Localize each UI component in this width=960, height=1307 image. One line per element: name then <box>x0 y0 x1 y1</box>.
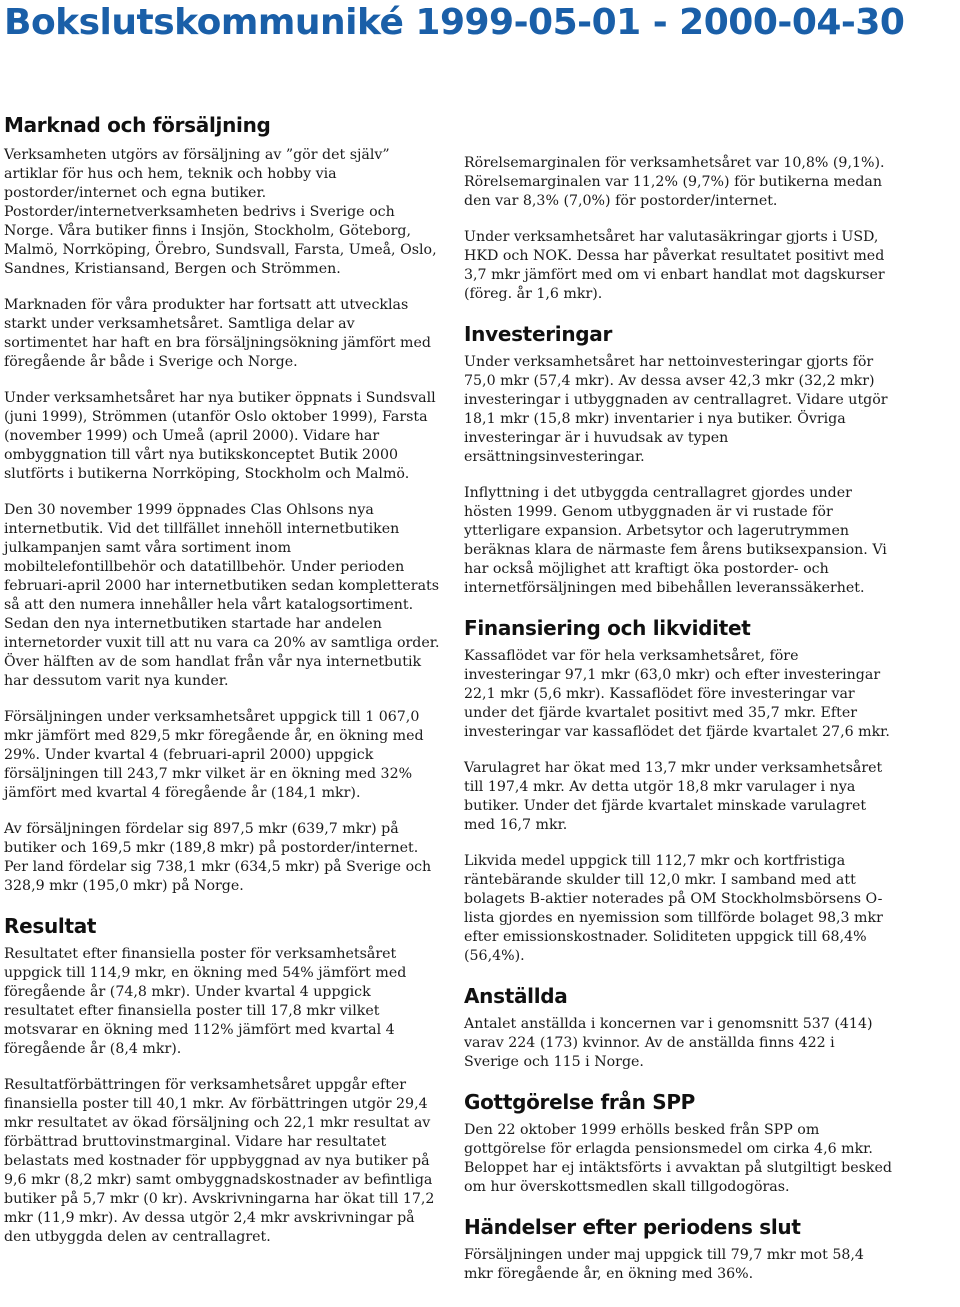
section-heading: Resultat <box>4 914 97 938</box>
section-heading: Finansiering och likviditet <box>464 616 751 640</box>
paragraph: Likvida medel uppgick till 112,7 mkr och kortfristiga räntebärande skulder till 12,0 mkr. I samband med att bolagets B-aktier noterades på OM Stockholmsbörsens O-lista gjordes en nyemission som tillförde bolaget 98,3 mkr efter emissionskostnader. Soliditeten uppgick till 68,4% (56,4%). <box>464 853 883 964</box>
paragraph: Antalet anställda i koncernen var i genomsnitt 537 (414) varav 224 (173) kvinnor. Av de anställda finns 422 i Sverige och 115 i Norge. <box>464 1016 873 1070</box>
paragraph: Verksamheten utgörs av försäljning av ”gör det själv” artiklar för hus och hem, teknik och hobby via postorder/internet och egna butiker. Postorder/internetverksamheten bedrivs i Sverige och Norge. Våra butiker finns i Insjön, Stockholm, Göteborg, Malmö, Norrköping, Örebro, Sundsvall, Farsta, Umeå, Oslo, Sandnes, Kristiansand, Bergen och Strömmen. <box>4 147 437 277</box>
section-heading: Händelser efter periodens slut <box>464 1215 801 1239</box>
left-column <box>4 112 440 1264</box>
section-resultat <box>4 913 440 1247</box>
section-spp <box>464 1089 894 1197</box>
section-heading: Anställda <box>464 984 568 1008</box>
paragraph: Under verksamhetsåret har nya butiker öppnats i Sundsvall (juni 1999), Strömmen (utanför Oslo oktober 1999), Farsta (november 1999) och Umeå (april 2000). Vidare har ombyggnation till vårt nya butikskonceptet Butik 2000 slutförts i butikerna Norrköping, Stockholm och Malmö. <box>4 390 436 482</box>
document-title: Bokslutskommuniké 1999-05-01 - 2000-04-30 <box>4 2 905 43</box>
section-anstallda <box>464 983 894 1072</box>
paragraph: Marknaden för våra produkter har fortsatt att utvecklas starkt under verksamhetsåret. Samtliga delar av sortimentet har haft en bra försäljningsökning jämfört med föregående år både i Sverige och Norge. <box>4 297 431 370</box>
section-heading: Marknad och försäljning <box>4 113 271 137</box>
paragraph: Resultatförbättringen för verksamhetsåret uppgår efter finansiella poster till 40,1 mkr. Av förbättringen utgör 29,4 mkr resultatet av ökad försäljning och 22,1 mkr resultat av förbättrad bruttovinstmarginal. Vidare har resultatet belastats med kostnader för uppbyggnad av nya butiker på 9,6 mkr (8,2 mkr) samt ombyggnadskostnader av befintliga butiker på 5,7 mkr (0 kr). Avskrivningarna har ökat till 17,2 mkr (11,9 mkr). Av dessa utgör 2,4 mkr avskrivningar på den utbyggda delen av centrallagret. <box>4 1077 435 1245</box>
paragraph: Varulagret har ökat med 13,7 mkr under verksamhetsåret till 197,4 mkr. Av detta utgör 18,8 mkr varulager i nya butiker. Under det fjärde kvartalet minskade varulagret med 16,7 mkr. <box>464 760 883 833</box>
paragraph: Under verksamhetsåret har nettoinvesteringar gjorts för 75,0 mkr (57,4 mkr). Av dessa avser 42,3 mkr (32,2 mkr) investeringar i utbyggnaden av centrallagret. Vidare utgör 18,1 mkr (15,8 mkr) inventarier i nya butiker. Övriga investeringar är i huvudsak av typen ersättningsinvesteringar. <box>464 354 888 465</box>
section-investeringar <box>464 321 894 598</box>
right-column <box>464 154 894 1301</box>
paragraph: Inflyttning i det utbyggda centrallagret gjordes under hösten 1999. Genom utbyggnaden är vi rustade för ytterligare expansion. Arbetsytor och lagerutrymmen beräknas klara de närmaste fem årens butiksexpansion. Vi har också möjlighet att kraftigt öka postorder- och internetförsäljningen med bibehållen leveranssäkerhet. <box>464 485 887 596</box>
paragraph: Försäljningen under maj uppgick till 79,7 mkr mot 58,4 mkr föregående år, en ökning med 36%. <box>464 1247 864 1282</box>
section-marknad <box>4 112 440 896</box>
paragraph: Försäljningen under verksamhetsåret uppgick till 1 067,0 mkr jämfört med 829,5 mkr föregående år, en ökning med 29%. Under kvartal 4 (februari-april 2000) uppgick försäljningen till 243,7 mkr vilket är en ökning med 32% jämfört med kvartal 4 föregående år (184,1 mkr). <box>4 709 424 801</box>
paragraph: Rörelsemarginalen för verksamhetsåret var 10,8% (9,1%). Rörelsemarginalen var 11,2% (9,7%) för butikerna medan den var 8,3% (7,0%) för postorder/internet. <box>464 155 885 209</box>
section-handelser <box>464 1214 894 1284</box>
paragraph: Under verksamhetsåret har valutasäkringar gjorts i USD, HKD och NOK. Dessa har påverkat resultatet positivt med 3,7 mkr jämfört med om vi enbart handlat mot dagskurser (föreg. år 1,6 mkr). <box>464 229 885 302</box>
section-heading: Gottgörelse från SPP <box>464 1090 696 1114</box>
paragraph: Den 22 oktober 1999 erhölls besked från SPP om gottgörelse för erlagda pensionsmedel om cirka 4,6 mkr. Beloppet har ej intäktsförts i avvaktan på slutgiltigt besked om hur överskottsmedlen skall tillgodogöras. <box>464 1122 892 1195</box>
title-band <box>0 0 960 72</box>
section-finansiering <box>464 615 894 966</box>
section-intro <box>464 154 894 304</box>
section-heading: Investeringar <box>464 322 613 346</box>
paragraph: Kassaflödet var för hela verksamhetsåret, före investeringar 97,1 mkr (63,0 mkr) och efter investeringar 22,1 mkr (5,6 mkr). Kassaflödet före investeringar var under det fjärde kvartalet positivt med 35,7 mkr. Efter investeringar var kassaflödet det fjärde kvartalet 27,6 mkr. <box>464 648 890 740</box>
paragraph: Resultatet efter finansiella poster för verksamhetsåret uppgick till 114,9 mkr, en ökning med 54% jämfört med föregående år (74,8 mkr). Under kvartal 4 uppgick resultatet efter finansiella poster till 17,8 mkr vilket motsvarar en ökning med 112% jämfört med kvartal 4 föregående år (8,4 mkr). <box>4 946 407 1057</box>
paragraph: Den 30 november 1999 öppnades Clas Ohlsons nya internetbutik. Vid det tillfället innehöll internetbutiken julkampanjen samt våra sortiment inom mobiltelefontillbehör och datatillbehör. Under perioden februari-april 2000 har internetbutiken sedan kompletterats så att den numera innehåller hela vårt katalogsortiment. Sedan den nya internetbutiken startade har andelen internetorder vuxit till att nu vara ca 20% av samtliga order. Över hälften av de som handlat från vår nya internetbutik har dessutom varit nya kunder. <box>4 502 440 689</box>
paragraph: Av försäljningen fördelar sig 897,5 mkr (639,7 mkr) på butiker och 169,5 mkr (189,8 mkr) på postorder/internet. Per land fördelar sig 738,1 mkr (634,5 mkr) på Sverige och 328,9 mkr (195,0 mkr) på Norge. <box>4 821 432 894</box>
